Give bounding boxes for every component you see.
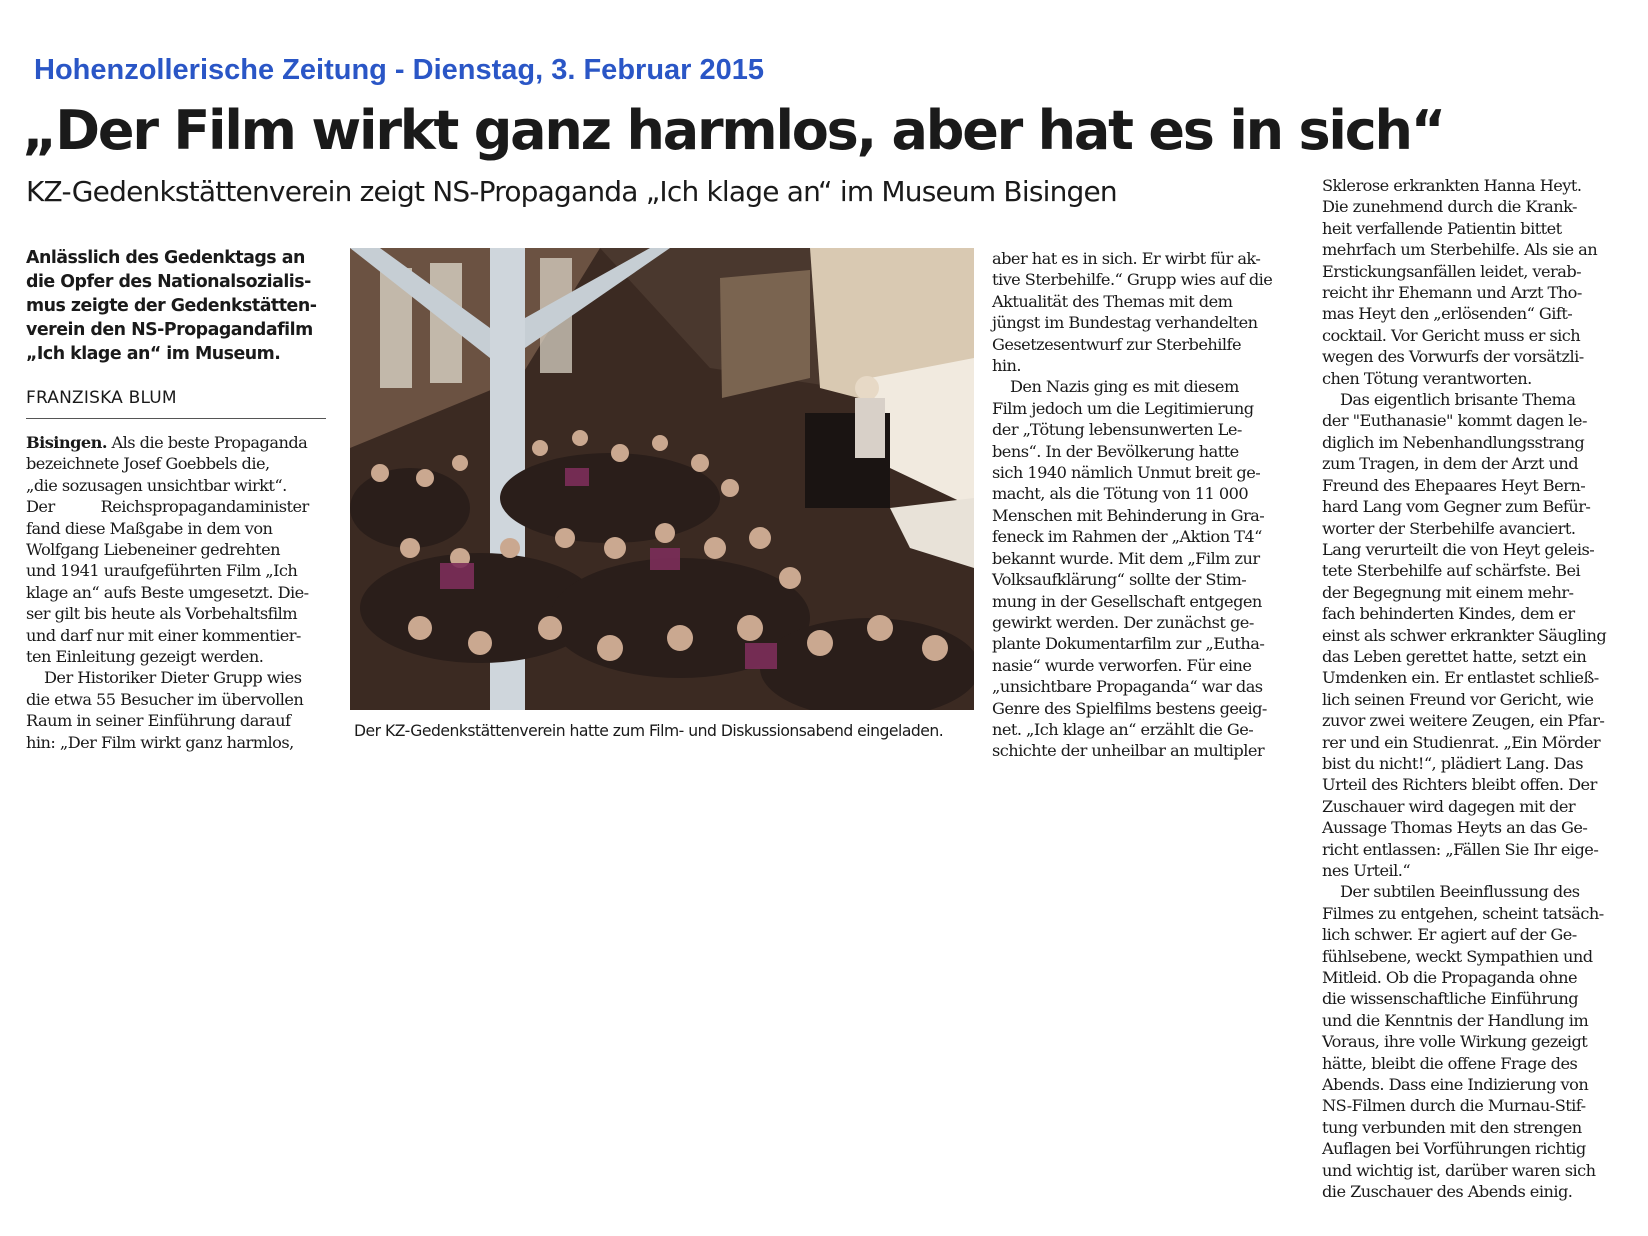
text-line: worter der Sterbehilfe avanciert. <box>1322 518 1576 538</box>
text-line: bezeichnete Josef Goebbels die, <box>26 454 270 474</box>
byline: FRANZISKA BLUM <box>26 388 326 419</box>
text-line: mung in der Gesellschaft entgegen <box>992 591 1262 611</box>
text-column-3 <box>1322 175 1627 1203</box>
lead-line: die Opfer des Nationalsozialis- <box>26 272 311 292</box>
text-line: Urteil des Richters bleibt offen. Der <box>1322 775 1597 795</box>
text-line: jüngst im Bundestag verhandelten <box>992 313 1258 333</box>
text-line: Umdenken ein. Er entlastet schließ- <box>1322 668 1599 688</box>
text-line: Wolfgang Liebeneiner gedrehten <box>26 540 280 560</box>
text-line: reicht ihr Ehemann und Arzt Tho- <box>1322 283 1582 303</box>
article-photo <box>350 248 974 710</box>
text-line: bist du nicht!“, plädiert Lang. Das <box>1322 753 1583 773</box>
text-line: hin: „Der Film wirkt ganz harmlos, <box>26 732 294 752</box>
text-line: mehrfach um Sterbehilfe. Als sie an <box>1322 240 1598 260</box>
text-line: Den Nazis ging es mit diesem <box>1010 377 1239 397</box>
text-line: klage an“ aufs Beste umgesetzt. Die- <box>26 582 309 602</box>
text-line: wegen des Vorwurfs der vorsätzli- <box>1322 347 1584 367</box>
text-line: ten Einleitung gezeigt werden. <box>26 647 264 667</box>
text-line: Zuschauer wird dagegen mit der <box>1322 796 1576 816</box>
text-line: lich seinen Freund vor Gericht, wie <box>1322 689 1594 709</box>
lead-line: mus zeigte der Gedenkstätten- <box>26 296 317 316</box>
text-line: feneck im Rahmen der „Aktion T4“ <box>992 527 1262 547</box>
lead-line: Anlässlich des Gedenktags an <box>26 248 305 268</box>
text-line: bens“. In der Bevölkerung hatte <box>992 441 1239 461</box>
text-line: „die sozusagen unsichtbar wirkt“. <box>26 475 287 495</box>
article-headline: „Der Film wirkt ganz harmlos, aber hat es in sich“ <box>22 99 1445 162</box>
text-line: rer und ein Studienrat. „Ein Mörder <box>1322 732 1601 752</box>
text-line: tung verbunden mit den strengen <box>1322 1117 1582 1137</box>
text-line: und die Kenntnis der Handlung im <box>1322 1010 1589 1030</box>
text-line: zuvor zwei weitere Zeugen, ein Pfar- <box>1322 711 1605 731</box>
text-line <box>26 432 328 453</box>
text-column-1 <box>26 432 328 753</box>
lead-line: verein den NS-Propagandafilm <box>26 320 313 340</box>
text-line: lich schwer. Er agiert auf der Ge- <box>1322 925 1577 945</box>
text-line: der „Tötung lebensunwerten Le- <box>992 420 1242 440</box>
text-line: sich 1940 nämlich Unmut breit ge- <box>992 463 1261 483</box>
text-line: hard Lang vom Gegner zum Befür- <box>1322 497 1591 517</box>
text-line: das Leben gerettet hatte, setzt ein <box>1322 646 1587 666</box>
text-line: der Begegnung mit einem mehr- <box>1322 582 1574 602</box>
text-line: und wichtig ist, darüber waren sich <box>1322 1160 1596 1180</box>
text-span: Als die beste Propaganda <box>106 433 308 452</box>
text-line: Voraus, ihre volle Wirkung gezeigt <box>1322 1032 1588 1052</box>
audience-photo-illustration <box>350 248 974 710</box>
text-line: Abends. Dass eine Indizierung von <box>1322 1075 1589 1095</box>
text-line: zum Tragen, in dem der Arzt und <box>1322 454 1579 474</box>
text-line: Das eigentlich brisante Thema <box>1340 390 1576 410</box>
text-line: gewirkt werden. Der zunächst ge- <box>992 612 1254 632</box>
article-subheadline: KZ-Gedenkstättenverein zeigt NS-Propaganda „Ich klage an“ im Museum Bisingen <box>26 175 1117 208</box>
text-line: diglich im Nebenhandlungsstrang <box>1322 432 1585 452</box>
text-line: plante Dokumentarfilm zur „Eutha- <box>992 634 1265 654</box>
text-line: tete Sterbehilfe auf schärfste. Bei <box>1322 561 1581 581</box>
text-line: Film jedoch um die Legitimierung <box>992 398 1254 418</box>
text-line: „unsichtbare Propaganda“ war das <box>992 677 1263 697</box>
text-line: Auflagen bei Vorführungen richtig <box>1322 1139 1586 1159</box>
text-line: Aussage Thomas Heyts an das Ge- <box>1322 818 1588 838</box>
text-line: nes Urteil.“ <box>1322 861 1411 880</box>
text-line: Freund des Ehepaares Heyt Bern- <box>1322 475 1586 495</box>
text-line: die etwa 55 Besucher im übervollen <box>26 689 304 709</box>
text-line: Der subtilen Beeinflussung des <box>1340 882 1580 902</box>
text-line: hin. <box>992 356 1021 376</box>
text-line: der "Euthanasie" kommt dagen le- <box>1322 411 1587 431</box>
text-line: Genre des Spielfilms bestens geeig- <box>992 698 1267 718</box>
text-line: Lang verurteilt die von Heyt geleis- <box>1322 539 1595 559</box>
text-line: tive Sterbehilfe.“ Grupp wies auf die <box>992 270 1273 290</box>
text-column-2 <box>992 248 1274 762</box>
text-line: bekannt wurde. Mit dem „Film zur <box>992 548 1260 568</box>
dateline: Bisingen. <box>26 433 107 452</box>
text-line: fühlsebene, weckt Sympathien und <box>1322 946 1593 966</box>
lead-paragraph <box>26 246 328 366</box>
text-line: einst als schwer erkrankter Säugling <box>1322 625 1607 645</box>
text-line: fach behinderten Kindes, dem er <box>1322 604 1575 624</box>
text-line: Gesetzesentwurf zur Sterbehilfe <box>992 334 1241 354</box>
text-line: die Zuschauer des Abends einig. <box>1322 1182 1573 1202</box>
text-line: Volksaufklärung“ sollte der Stim- <box>992 570 1247 590</box>
text-line: hätte, bleibt die offene Frage des <box>1322 1053 1578 1073</box>
text-line: Raum in seiner Einführung darauf <box>26 711 291 731</box>
text-line: und 1941 uraufgeführten Film „Ich <box>26 561 298 581</box>
text-line: aber hat es in sich. Er wirbt für ak- <box>992 249 1261 268</box>
text-line: die wissenschaftliche Einführung <box>1322 989 1579 1009</box>
text-line: Der Reichspropagandaminister <box>26 497 309 517</box>
newspaper-source-line: Hohenzollerische Zeitung - Dienstag, 3. Februar 2015 <box>34 54 765 86</box>
text-line: heit verfallende Patientin bittet <box>1322 218 1562 238</box>
text-line: chen Tötung verantworten. <box>1322 368 1532 388</box>
text-line: NS-Filmen durch die Murnau-Stif- <box>1322 1096 1586 1116</box>
lead-line: „Ich klage an“ im Museum. <box>26 344 281 364</box>
text-line: Erstickungsanfällen leidet, verab- <box>1322 261 1582 281</box>
text-line: Der Historiker Dieter Grupp wies <box>44 668 302 688</box>
text-line: Sklerose erkrankten Hanna Heyt. <box>1322 176 1582 195</box>
text-line: mas Heyt den „erlösenden“ Gift- <box>1322 304 1573 324</box>
text-line: richt entlassen: „Fällen Sie Ihr eige- <box>1322 839 1599 859</box>
text-line: net. „Ich klage an“ erzählt die Ge- <box>992 719 1254 739</box>
text-line: Aktualität des Themas mit dem <box>992 291 1233 311</box>
text-line: Mitleid. Ob die Propaganda ohne <box>1322 968 1577 988</box>
text-line: ser gilt bis heute als Vorbehaltsfilm <box>26 604 298 624</box>
text-line: Filmes zu entgehen, scheint tatsäch- <box>1322 903 1604 923</box>
text-line: Menschen mit Behinderung in Gra- <box>992 505 1265 525</box>
text-line: und darf nur mit einer kommentier- <box>26 625 301 645</box>
photo-caption: Der KZ-Gedenkstättenverein hatte zum Film- und Diskussionsabend eingeladen. <box>354 722 944 740</box>
text-line: schichte der unheilbar an multipler <box>992 741 1265 761</box>
text-line: cocktail. Vor Gericht muss er sich <box>1322 325 1581 345</box>
text-line: macht, als die Tötung von 11 000 <box>992 484 1249 504</box>
text-line: Die zunehmend durch die Krank- <box>1322 197 1577 217</box>
text-line: fand diese Maßgabe in dem von <box>26 518 273 538</box>
text-line: nasie“ wurde verworfen. Für eine <box>992 655 1252 675</box>
